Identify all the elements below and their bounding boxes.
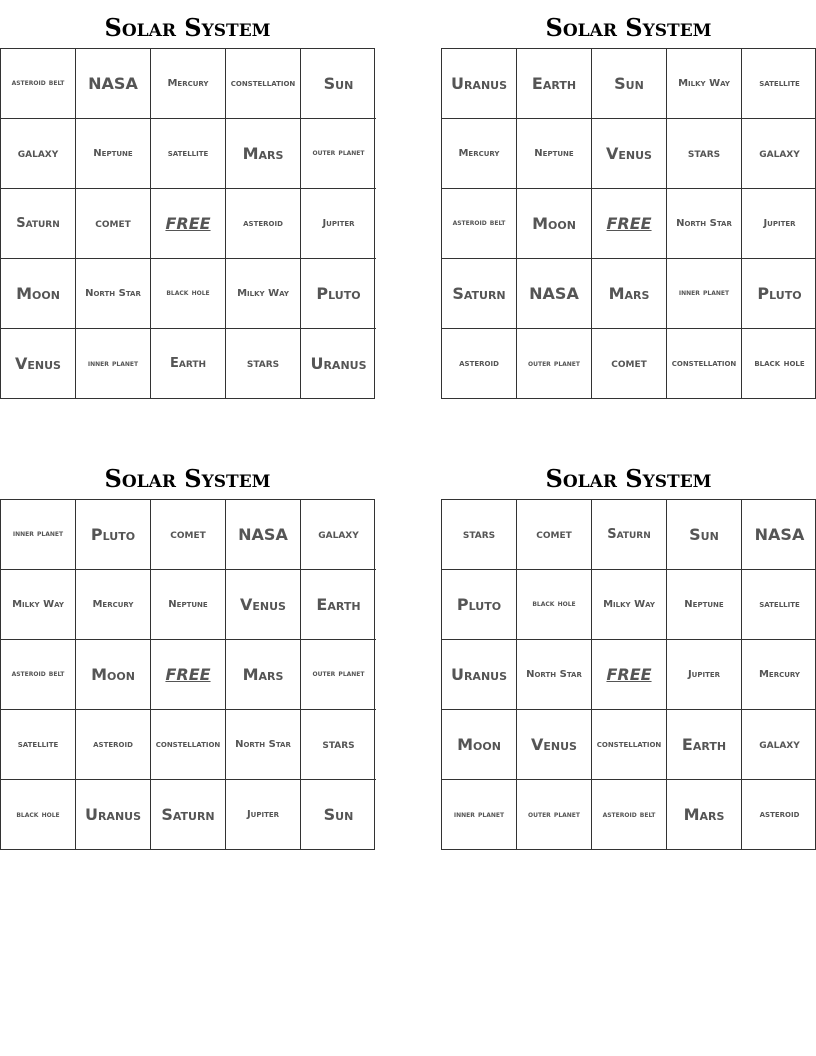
bingo-cell: asteroid belt [592,780,667,850]
bingo-cell: Neptune [667,570,742,640]
bingo-cell: galaxy [742,119,816,189]
bingo-cell: Earth [301,570,376,640]
bingo-cell: Jupiter [667,640,742,710]
bingo-cell: Moon [76,640,151,710]
bingo-cell: constellation [226,49,301,119]
bingo-cell: outer planet [301,119,376,189]
bingo-grid [441,48,816,399]
bingo-cell: Saturn [151,780,226,850]
bingo-cell: Venus [592,119,667,189]
bingo-cell: black hole [517,570,592,640]
bingo-cell: Uranus [442,640,517,710]
bingo-grid [441,499,816,850]
bingo-cell: asteroid belt [1,49,76,119]
bingo-cell: Pluto [301,259,376,329]
bingo-cell: Mercury [76,570,151,640]
bingo-cell: inner planet [76,329,151,399]
bingo-cell: comet [517,500,592,570]
bingo-cell: Uranus [442,49,517,119]
bingo-cell: Sun [592,49,667,119]
bingo-cell: comet [592,329,667,399]
bingo-cell: Milky Way [226,259,301,329]
bingo-cell: Jupiter [226,780,301,850]
bingo-cell: Sun [323,805,354,825]
bingo-cell: Venus [226,570,301,640]
free-space: FREE [151,640,226,710]
bingo-cell: Moon [1,259,76,329]
card-title: Solar System [545,13,712,42]
bingo-cell: black hole [1,780,76,850]
bingo-cell: constellation [667,329,742,399]
bingo-cell: inner planet [667,259,742,329]
bingo-cell: black hole [151,259,226,329]
bingo-cell: stars [226,329,301,399]
bingo-cell: Neptune [151,570,226,640]
free-space: FREE [592,189,667,259]
bingo-cell: Sun [301,49,376,119]
bingo-cell: Earth [517,49,592,119]
bingo-cell: outer planet [517,780,592,850]
bingo-cell: North Star [667,189,742,259]
bingo-cell: Pluto [442,570,517,640]
bingo-cell: Jupiter [301,189,376,259]
bingo-cell: stars [301,710,376,780]
bingo-cell: asteroid [442,329,517,399]
bingo-cell: Moon [442,710,517,780]
bingo-cell: stars [667,119,742,189]
bingo-cell: North Star [226,710,301,780]
card-title: Solar System [545,464,712,493]
bingo-cell: comet [151,500,226,570]
bingo-cell: Venus [517,710,592,780]
bingo-cell: asteroid belt [1,640,76,710]
bingo-cell: Venus [1,329,76,399]
bingo-cell: asteroid [759,809,800,821]
bingo-cell: Milky Way [1,570,76,640]
bingo-cell: galaxy [1,119,76,189]
bingo-cell: Earth [151,329,226,399]
bingo-cell: Earth [667,710,742,780]
bingo-cell: asteroid [76,710,151,780]
bingo-cell: NASA [742,500,816,570]
bingo-cell: satellite [1,710,76,780]
bingo-cell: Saturn [1,189,76,259]
bingo-cell: black hole [754,358,805,370]
bingo-cell: Saturn [592,500,667,570]
bingo-cell: Uranus [76,780,151,850]
bingo-cell: Pluto [742,259,816,329]
bingo-cell: inner planet [442,780,517,850]
bingo-cell: Mercury [151,49,226,119]
bingo-cell: Mars [226,640,301,710]
bingo-cell: constellation [592,710,667,780]
free-space: FREE [592,640,667,710]
bingo-cell: galaxy [301,500,376,570]
bingo-cell: NASA [226,500,301,570]
card-title: Solar System [104,13,271,42]
bingo-cell: asteroid belt [442,189,517,259]
bingo-cell: North Star [517,640,592,710]
bingo-grid [0,48,375,399]
bingo-cell: inner planet [1,500,76,570]
bingo-cell: Jupiter [742,189,816,259]
bingo-grid [0,499,375,850]
bingo-cell: Saturn [442,259,517,329]
bingo-cell: galaxy [742,710,816,780]
bingo-cell: Sun [667,500,742,570]
bingo-cell: satellite [742,49,816,119]
bingo-cell: NASA [517,259,592,329]
bingo-cell: Milky Way [667,49,742,119]
bingo-cell: Uranus [310,354,367,374]
card-title: Solar System [104,464,271,493]
bingo-cell: outer planet [301,640,376,710]
free-space: FREE [151,189,226,259]
bingo-cell: Mars [667,780,742,850]
bingo-cell: outer planet [517,329,592,399]
bingo-cell: comet [76,189,151,259]
bingo-cell: stars [442,500,517,570]
bingo-cell: Neptune [517,119,592,189]
bingo-cell: Moon [517,189,592,259]
bingo-cell: asteroid [226,189,301,259]
bingo-cell: Mars [226,119,301,189]
bingo-cell: Pluto [76,500,151,570]
bingo-cell: Mars [592,259,667,329]
bingo-cell: Neptune [76,119,151,189]
bingo-cell: constellation [151,710,226,780]
bingo-cell: satellite [151,119,226,189]
bingo-cell: NASA [76,49,151,119]
bingo-cell: Milky Way [592,570,667,640]
bingo-cell: Mercury [442,119,517,189]
bingo-cell: satellite [742,570,816,640]
bingo-cell: North Star [76,259,151,329]
bingo-cell: Mercury [742,640,816,710]
